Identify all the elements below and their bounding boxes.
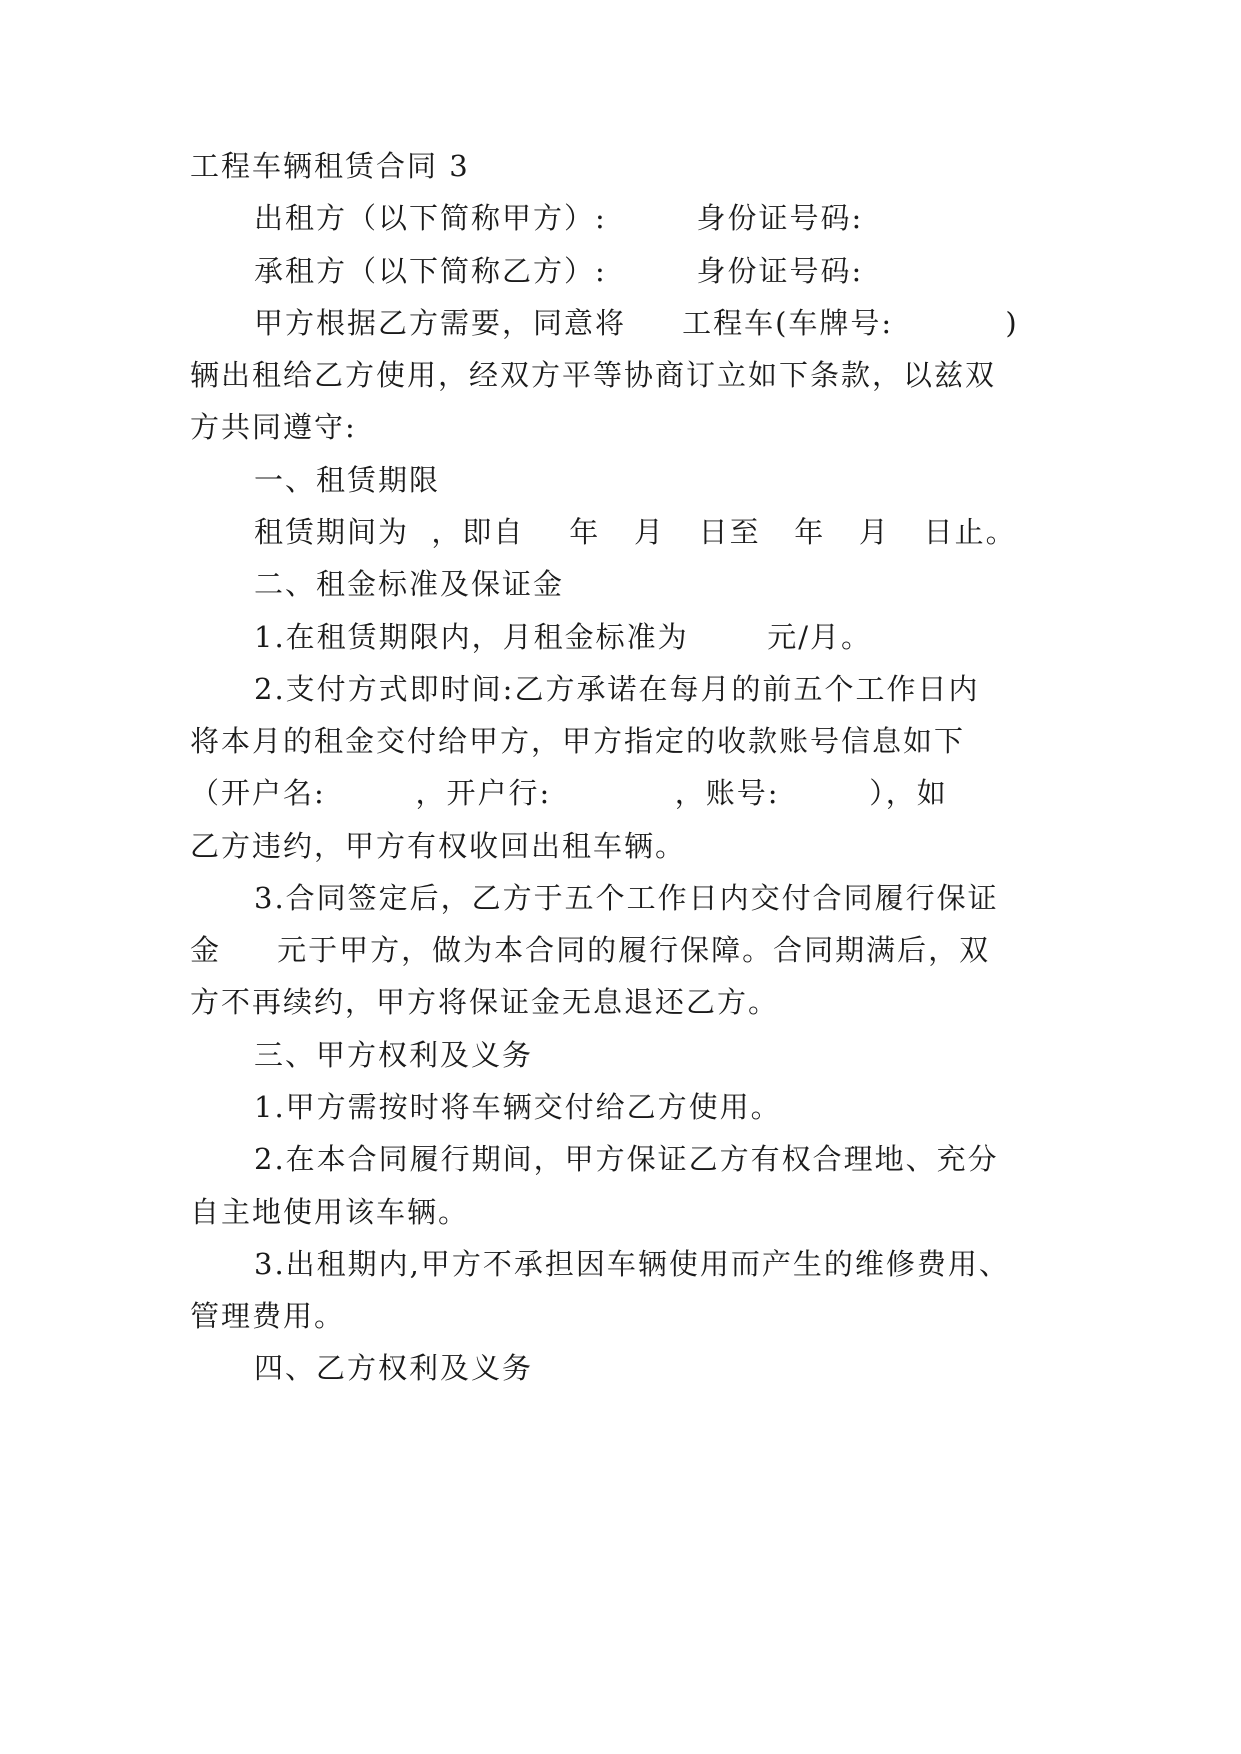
paragraph-line: 3.出租期内,甲方不承担因车辆使用而产生的维修费用、 (254, 1247, 1010, 1281)
paragraph-line: 乙方违约，甲方有权收回出租车辆。 (190, 829, 687, 863)
paragraph-line: 自主地使用该车辆。 (190, 1195, 470, 1229)
paragraph-line: 将本月的租金交付给甲方，甲方指定的收款账号信息如下 (190, 724, 966, 758)
document-title: 工程车辆租赁合同 3 (190, 149, 470, 183)
lessee-line: 承租方（以下简称乙方）: 身份证号码: (254, 254, 864, 288)
paragraph-line: 租赁期间为 ，即自 年 月 日至 年 月 日止。 (254, 515, 1017, 549)
paragraph-line: 管理费用。 (190, 1299, 346, 1333)
paragraph-line: 方共同遵守: (190, 410, 357, 444)
paragraph-line: 1.甲方需按时将车辆交付给乙方使用。 (254, 1090, 782, 1124)
paragraph-line: （开户名: ，开户行: ，账号: ），如 (190, 776, 948, 810)
lessor-line: 出租方（以下简称甲方）: 身份证号码: (254, 201, 864, 235)
paragraph-line: 2.在本合同履行期间，甲方保证乙方有权合理地、充分 (254, 1142, 999, 1176)
paragraph-line: 方不再续约，甲方将保证金无息退还乙方。 (190, 985, 780, 1019)
section-heading: 一、租赁期限 (254, 463, 441, 497)
paragraph-line: 甲方根据乙方需要，同意将 工程车(车牌号: ) (254, 306, 1019, 340)
paragraph-line: 辆出租给乙方使用，经双方平等协商订立如下条款，以兹双 (190, 358, 997, 392)
section-heading: 四、乙方权利及义务 (254, 1351, 534, 1385)
section-heading: 二、租金标准及保证金 (254, 567, 565, 601)
paragraph-line: 1.在租赁期限内，月租金标准为 元/月。 (254, 620, 872, 654)
paragraph-line: 金 元于甲方，做为本合同的履行保障。合同期满后，双 (190, 933, 991, 967)
section-heading: 三、甲方权利及义务 (254, 1038, 534, 1072)
paragraph-line: 2.支付方式即时间:乙方承诺在每月的前五个工作日内 (254, 672, 980, 706)
paragraph-line: 3.合同签定后，乙方于五个工作日内交付合同履行保证 (254, 881, 999, 915)
